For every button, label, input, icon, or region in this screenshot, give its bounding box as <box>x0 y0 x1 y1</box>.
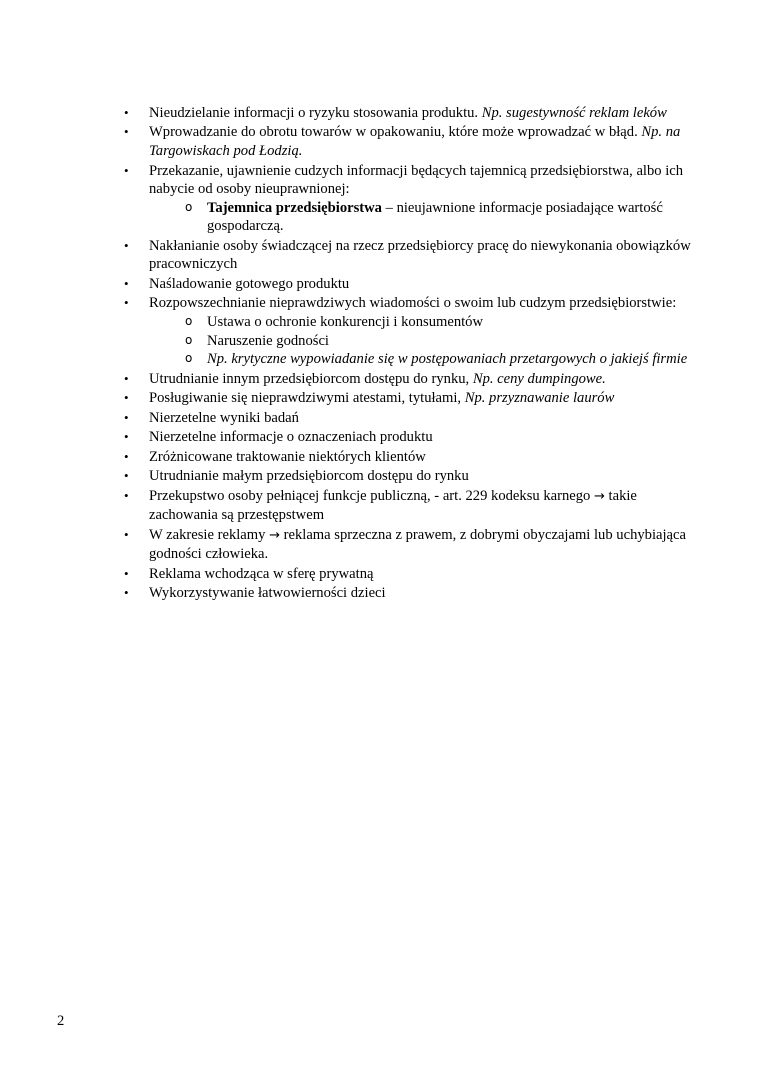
item-text: Posługiwanie się nieprawdziwymi atestami, tytułami, <box>149 390 465 407</box>
list-item <box>124 370 709 389</box>
bullet-icon: • <box>124 565 129 581</box>
item-example: Np. na Targowiskach pod Łodzią. <box>149 124 681 160</box>
bullet-icon: • <box>124 487 129 503</box>
bullet-icon: • <box>124 237 129 253</box>
bullet-icon: • <box>124 429 129 445</box>
item-example: Np. ceny dumpingowe. <box>472 370 606 387</box>
bullet-icon: • <box>124 105 129 120</box>
page-number: 2 <box>57 1013 65 1029</box>
circle-marker-icon: o <box>185 313 193 328</box>
right-arrow-icon: → <box>269 527 280 543</box>
list-item <box>124 526 709 564</box>
bullet-icon: • <box>124 124 129 140</box>
sub-item-text: – nieujawnione informacje posiadające wartość gospodarczą. <box>207 199 663 235</box>
item-text-after: reklama sprzeczna z prawem, z dobrymi obyczajami lub uchybiająca godności człowieka. <box>149 526 686 563</box>
item-text: Wykorzystywanie łatwowierności dzieci <box>149 585 386 602</box>
bullet-icon: • <box>124 390 129 406</box>
bullet-icon: • <box>124 585 129 601</box>
item-text: Rozpowszechnianie nieprawdziwych wiadomości o swoim lub cudzym przedsiębiorstwie: <box>149 295 677 312</box>
bullet-icon: • <box>124 468 129 484</box>
list-item <box>124 428 709 447</box>
circle-marker-icon: o <box>185 199 193 214</box>
list-item <box>124 584 709 603</box>
bullet-icon: • <box>124 162 129 178</box>
item-example: Np. sugestywność reklam leków <box>481 105 667 121</box>
item-text: Przekupstwo osoby pełniącej funkcje publiczną, - art. 229 kodeksu karnego <box>149 487 594 504</box>
list-item <box>124 162 709 236</box>
bullet-icon: • <box>124 295 129 311</box>
item-text: Nakłanianie osoby świadczącej na rzecz przedsiębiorcy pracę do niewykonania obowiązków pracowniczych <box>149 237 691 273</box>
item-text-after: takie zachowania są przestępstwem <box>149 487 637 524</box>
sub-list <box>149 313 709 369</box>
item-text: Utrudnianie małym przedsiębiorcom dostępu do rynku <box>149 468 469 485</box>
list-item <box>124 104 709 123</box>
sub-item-text: Ustawa o ochronie konkurencji i konsumentów <box>207 313 484 330</box>
sub-item-example: Np. krytyczne wypowiadanie się w postępowaniach przetargowych o jakiejś firmie <box>207 351 688 368</box>
item-text: Wprowadzanie do obrotu towarów w opakowaniu, które może wprowadzać w błąd. <box>149 124 642 141</box>
item-text: Naśladowanie gotowego produktu <box>149 275 350 292</box>
list-item <box>124 467 709 486</box>
list-item <box>124 409 709 428</box>
sub-list-item <box>185 350 709 369</box>
item-text: Nieudzielanie informacji o ryzyku stosowania produktu. <box>149 105 482 121</box>
list-item <box>124 123 709 160</box>
sub-list <box>149 199 709 236</box>
list-item <box>124 487 709 525</box>
bullet-icon: • <box>124 526 129 542</box>
sub-list-item <box>185 199 709 236</box>
item-text: Utrudnianie innym przedsiębiorcom dostępu do rynku, <box>149 370 473 387</box>
item-text: Nierzetelne informacje o oznaczeniach produktu <box>149 429 433 446</box>
right-arrow-icon: → <box>593 488 605 504</box>
item-text: Przekazanie, ujawnienie cudzych informacji będących tajemnicą przedsiębiorstwa, albo ich nabycie od osoby nieuprawnionej: <box>149 162 684 198</box>
bullet-icon: • <box>124 370 129 386</box>
bullet-icon: • <box>124 409 129 425</box>
sub-item-text: Naruszenie godności <box>207 332 329 349</box>
list-item <box>124 237 709 274</box>
bullet-icon: • <box>124 275 129 291</box>
list-item <box>124 294 709 368</box>
circle-marker-icon: o <box>185 351 193 366</box>
term-bold: Tajemnica przedsiębiorstwa <box>207 199 382 216</box>
circle-marker-icon: o <box>185 332 193 347</box>
list-item <box>124 275 709 294</box>
list-item <box>124 565 709 584</box>
item-text: Reklama wchodząca w sferę prywatną <box>149 565 374 582</box>
list-item <box>124 448 709 467</box>
list-item <box>124 389 709 408</box>
item-text: Nierzetelne wyniki badań <box>149 409 299 426</box>
bullet-icon: • <box>124 448 129 464</box>
item-example: Np. przyznawanie laurów <box>464 390 615 407</box>
bullet-list <box>124 104 709 604</box>
item-text: Zróżnicowane traktowanie niektórych klientów <box>149 448 426 465</box>
sub-list-item <box>185 332 709 351</box>
item-text: W zakresie reklamy <box>149 526 270 543</box>
sub-list-item <box>185 313 709 332</box>
